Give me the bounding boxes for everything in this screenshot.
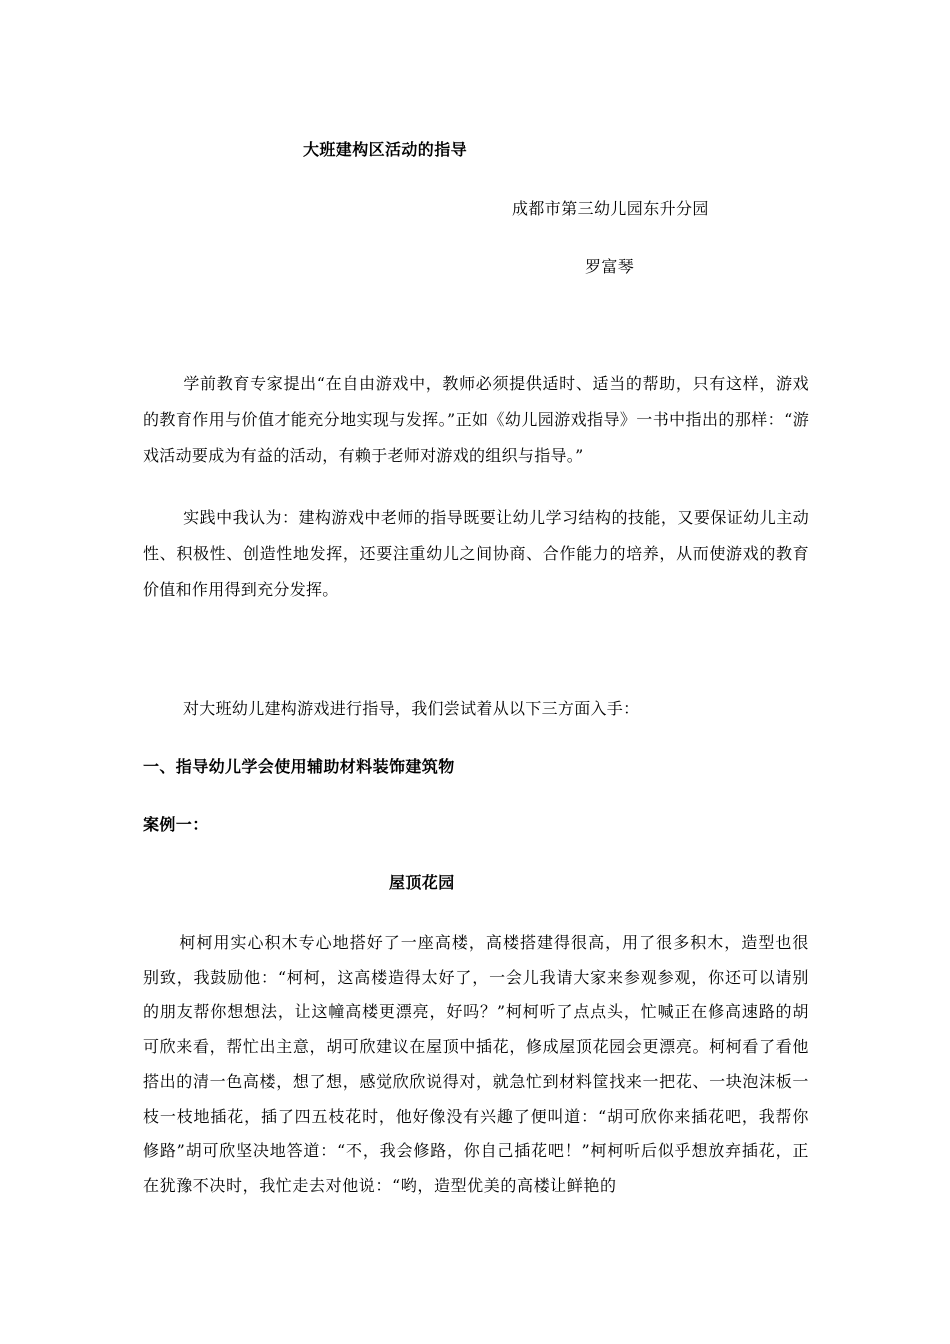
paragraph-practice [143, 500, 809, 608]
paragraph-approach-text: 对大班幼儿建构游戏进行指导，我们尝试着从以下三方面入手： [183, 699, 640, 718]
author-name: 罗富琴 [585, 257, 635, 276]
paragraph-approach [143, 691, 809, 727]
section-heading: 一、指导幼儿学会使用辅助材料装饰建筑物 [143, 757, 455, 776]
case-title: 屋顶花园 [389, 873, 455, 892]
paragraph-intro [143, 366, 809, 474]
paragraph-intro-text: 学前教育专家提出“在自由游戏中，教师必须提供适时、适当的帮助，只有这样，游戏的教育作用与价值才能充分地实现与发挥。”正如《幼儿园游戏指导》一书中指出的那样：“游戏活动要成为有益的活动，有赖于老师对游戏的组织与指导。” [143, 374, 809, 465]
case-story [143, 926, 809, 1204]
case-label: 案例一： [143, 815, 209, 834]
author-affiliation: 成都市第三幼儿园东升分园 [512, 199, 709, 218]
paragraph-practice-text: 实践中我认为：建构游戏中老师的指导既要让幼儿学习结构的技能，又要保证幼儿主动性、积极性、创造性地发挥，还要注重幼儿之间协商、合作能力的培养，从而使游戏的教育价值和作用得到充分发挥。 [143, 508, 809, 599]
document-title: 大班建构区活动的指导 [303, 140, 468, 159]
case-story-text: 柯柯用实心积木专心地搭好了一座高楼，高楼搭建得很高，用了很多积木，造型也很别致，我鼓励他：“柯柯，这高楼造得太好了，一会儿我请大家来参观参观，你还可以请别的朋友帮你想想法，让这幢高楼更漂亮，好吗？”柯柯听了点点头，忙喊正在修高速路的胡可欣来看，帮忙出主意，胡可欣建议在屋顶中插花，修成屋顶花园会更漂亮。柯柯看了看他搭出的清一色高楼，想了想，感觉欣欣说得对，就急忙到材料筐找来一把花、一块泡沫板一枝一枝地插花，插了四五枝花时，他好像没有兴趣了便叫道：“胡可欣你来插花吧，我帮你修路”胡可欣坚决地答道：“不，我会修路，你自己插花吧！”柯柯听后似乎想放弃插花，正在犹豫不决时，我忙走去对他说：“哟，造型优美的高楼让鲜艳的 [143, 933, 809, 1195]
